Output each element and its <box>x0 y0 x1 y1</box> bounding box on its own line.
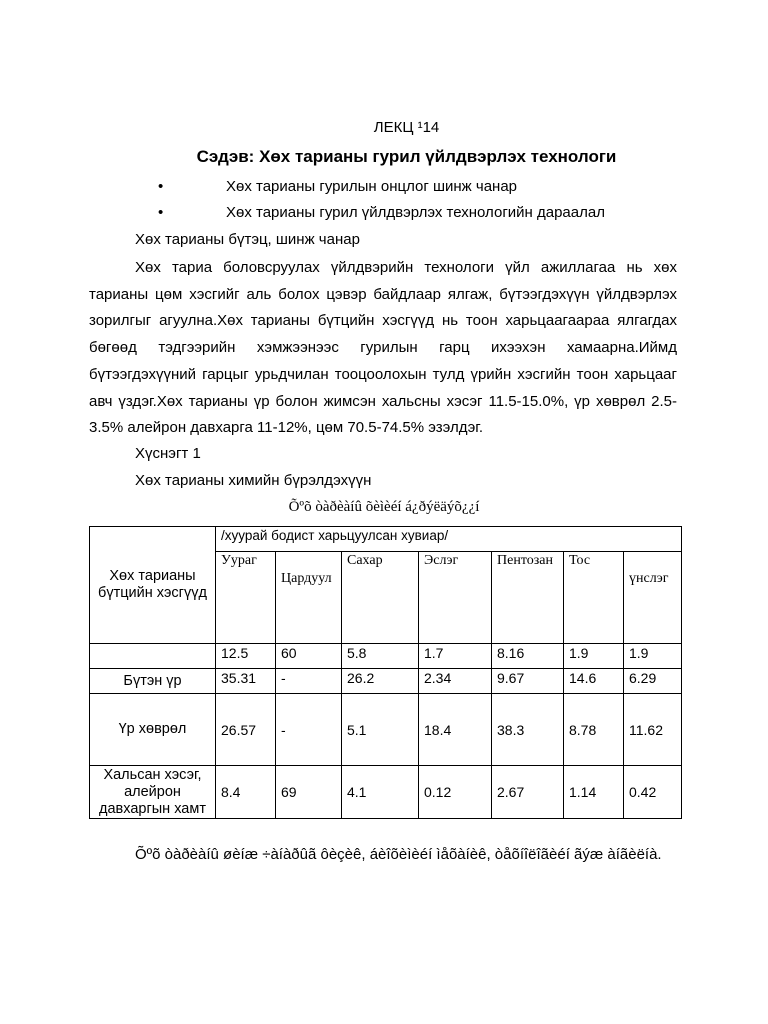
table-cell: 11.62 <box>624 694 682 766</box>
bullet-marker: • <box>158 204 164 221</box>
row-label: Бүтэн үр <box>90 669 216 694</box>
paragraph-line: Хөх тариа боловсруулах үйлдвэрийн технологи үйл ажиллагаа нь хөх <box>135 259 677 276</box>
table-cell: 26.57 <box>216 694 276 766</box>
table-cell: 38.3 <box>492 694 564 766</box>
table-cell: 18.4 <box>419 694 492 766</box>
table-caption-garbled: Õºõ òàðèàíû õèìèéí á¿ðýëäýõ¿¿í <box>288 499 480 515</box>
table-cell: 69 <box>276 766 342 819</box>
table-row <box>90 644 682 669</box>
table-row <box>90 669 682 694</box>
table-cell: 26.2 <box>342 669 419 694</box>
table-cell: 0.42 <box>624 766 682 819</box>
table-cell: 6.29 <box>624 669 682 694</box>
paragraph-line: тарианы цөм хэсгийг аль болох цэвэр байдлаар ялгаж, бүтээгдэхүүн үйлдвэрлэх <box>89 285 677 303</box>
paragraph-line: авч үздэг.Хөх тарианы үр болон жимсэн хальсны хэсэг 11.5-15.0%, үр хөврөл 2.5- <box>89 392 677 410</box>
row-label: Хальсан хэсэг, алейрон давхаргын хамт <box>90 766 216 819</box>
table-cell: 5.8 <box>342 644 419 669</box>
lecture-subject-title: Сэдэв: Хөх тарианы гурил үйлдвэрлэх технологи <box>196 147 617 166</box>
table-cell: 8.16 <box>492 644 564 669</box>
row-label: Үр хөврөл <box>90 694 216 766</box>
bullet-marker: • <box>158 178 164 195</box>
table-cell: 2.34 <box>419 669 492 694</box>
section-heading: Хөх тарианы бүтэц, шинж чанар <box>135 231 360 248</box>
table-cell: 1.9 <box>624 644 682 669</box>
table-cell: 4.1 <box>342 766 419 819</box>
table-cell: - <box>276 669 342 694</box>
chemical-composition-table <box>89 526 682 819</box>
table-caption: Хөх тарианы химийн бүрэлдэхүүн <box>135 472 372 489</box>
table-row <box>90 694 682 766</box>
column-header: Тос <box>564 552 624 644</box>
table-cell: 60 <box>276 644 342 669</box>
table-cell: 5.1 <box>342 694 419 766</box>
table-cell: 1.9 <box>564 644 624 669</box>
table-cell: 9.67 <box>492 669 564 694</box>
bullet-text: Хөх тарианы гурилын онцлог шинж чанар <box>226 178 518 195</box>
paragraph-line: бөгөөд тэдгээрийн хэмжээнээс гурилын гарц ихээхэн хамаарна.Иймд <box>89 339 677 357</box>
bullet-text: Хөх тарианы гурил үйлдвэрлэх технологийн дараалал <box>226 204 605 221</box>
bullet-item <box>158 178 678 198</box>
paragraph-line: 3.5% алейрон давхарга 11-12%, цөм 70.5-74.5% эзэлдэг. <box>89 419 484 437</box>
paragraph-line: бүтээгдэхүүний гарцыг урьдчилан тооцоолохын тулд үрийн хэсгийн тоон харьцааг <box>89 365 677 383</box>
table-cell: 1.14 <box>564 766 624 819</box>
column-header: Уураг <box>216 552 276 644</box>
row-header-label: Хөх тарианы бүтцийн хэсгүүд <box>90 527 216 644</box>
column-header: Сахар <box>342 552 419 644</box>
table-cell: 8.78 <box>564 694 624 766</box>
table-cell: 35.31 <box>216 669 276 694</box>
table-cell: 1.7 <box>419 644 492 669</box>
paragraph-line: зорилгыг агуулна.Хөх тарианы бүтцийн хэсгүүд нь тоон харьцаагаараа ялгагдах <box>89 312 677 330</box>
column-header: Эслэг <box>419 552 492 644</box>
table-cell: 12.5 <box>216 644 276 669</box>
footer-garbled-text: Õºõ òàðèàíû øèíæ ÷àíàðûã ôèçèê, áèîõèìèéí ìåõàíèê, òåõíîëîãèéí ãýæ àíãèëíà. <box>135 846 662 863</box>
group-header: /хуурай бодист харьцуулсан хувиар/ <box>216 527 682 552</box>
table-cell: 14.6 <box>564 669 624 694</box>
table-cell: 2.67 <box>492 766 564 819</box>
table-cell: - <box>276 694 342 766</box>
bullet-item <box>158 204 678 224</box>
table-cell: 8.4 <box>216 766 276 819</box>
table-cell: 0.12 <box>419 766 492 819</box>
body-paragraph <box>89 255 677 442</box>
column-header: Цардуул <box>276 552 342 644</box>
table-number-label: Хүснэгт 1 <box>135 445 201 462</box>
column-header: Пентозан <box>492 552 564 644</box>
lecture-number: ЛЕКЦ ¹14 <box>373 119 440 136</box>
column-header: үнслэг <box>624 552 682 644</box>
table-row <box>90 766 682 819</box>
row-label <box>90 644 216 669</box>
